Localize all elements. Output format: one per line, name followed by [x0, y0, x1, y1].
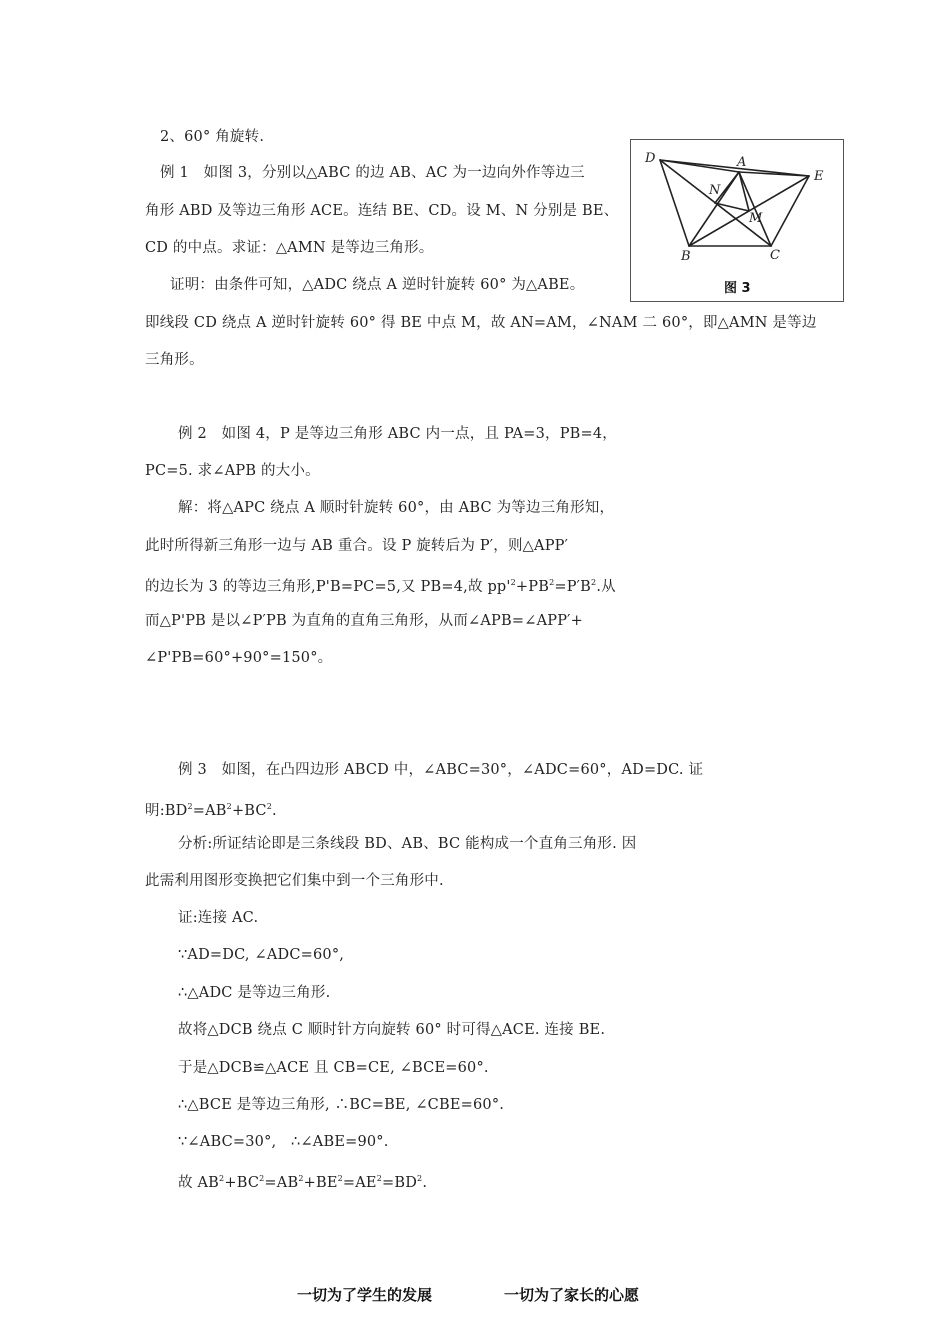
figure-3-diagram — [631, 140, 845, 303]
superscript: 2 — [219, 1174, 225, 1183]
section-heading: 2、60° 角旋转. — [160, 129, 265, 145]
text-run: +BC — [224, 1175, 260, 1191]
example3-step4: 故将△DCB 绕点 C 顺时针方向旋转 60° 时可得△ACE. 连接 BE. — [178, 1022, 606, 1038]
superscript: 2 — [259, 1174, 265, 1183]
footer-left: 一切为了学生的发展 — [297, 1286, 433, 1304]
label-D: D — [645, 151, 656, 166]
text-run: 的边长为 3 的等边三角形,P'B=PC=5,又 PB=4,故 pp' — [145, 579, 511, 595]
superscript: 2 — [266, 802, 273, 811]
text-run: +BC — [231, 803, 267, 819]
example2-solution-line4: 而△P'PB 是以∠P′PB 为直角的直角三角形，从而∠APB=∠APP′+ — [145, 613, 583, 629]
example1-proof-line3: 三角形。 — [145, 352, 204, 368]
label-B: B — [681, 249, 691, 264]
example3-step3: ∴△ADC 是等边三角形. — [178, 985, 331, 1001]
segment-DE — [660, 160, 809, 176]
example1-proof-line1: 证明：由条件可知，△ADC 绕点 A 逆时针旋转 60° 为△ABE。 — [170, 277, 585, 293]
example1-line3: CD 的中点。求证：△AMN 是等边三角形。 — [145, 240, 434, 256]
example1-proof-line2: 即线段 CD 绕点 A 逆时针旋转 60° 得 BE 中点 M，故 AN=AM，∠NAM 二 60°，即△AMN 是等边 — [145, 315, 817, 331]
superscript: 2 — [298, 1174, 304, 1183]
superscript: 2 — [417, 1174, 423, 1183]
text-run: 明:BD — [145, 803, 188, 819]
example3-line2 — [145, 797, 277, 821]
text-run: +PB — [515, 579, 550, 595]
example2-line1: 例 2 如图 4，P 是等边三角形 ABC 内一点，且 PA=3，PB=4， — [178, 426, 618, 442]
example3-step6: ∴△BCE 是等边三角形, ∴BC=BE, ∠CBE=60°. — [178, 1097, 505, 1113]
label-M: M — [749, 211, 763, 226]
example2-solution-line3 — [145, 573, 616, 597]
text-run: .从 — [596, 579, 616, 595]
example1-line2: 角形 ABD 及等边三角形 ACE。连结 BE、CD。设 M、N 分别是 BE、 — [145, 203, 619, 219]
text-run: +BE — [303, 1175, 338, 1191]
text-run: =BD — [382, 1175, 418, 1191]
superscript: 2 — [187, 802, 193, 811]
superscript: 2 — [226, 802, 232, 811]
example3-step2: ∵AD=DC, ∠ADC=60°, — [178, 947, 345, 963]
example3-step5: 于是△DCB≌△ACE 且 CB=CE, ∠BCE=60°. — [178, 1060, 489, 1076]
superscript: 2 — [591, 578, 597, 587]
text-run: =AE — [342, 1175, 377, 1191]
example3-analysis-line1: 分析:所证结论即是三条线段 BD、AB、BC 能构成一个直角三角形. 因 — [178, 836, 637, 852]
text-run: 故 AB — [178, 1175, 220, 1191]
example3-analysis-line2: 此需利用图形变换把它们集中到一个三角形中. — [145, 873, 444, 889]
label-E: E — [814, 169, 824, 184]
example2-solution-line1: 解：将△APC 绕点 A 顺时针旋转 60°，由 ABC 为等边三角形知， — [178, 500, 615, 516]
figure-3-caption: 图 3 — [724, 281, 751, 296]
example1-line1: 例 1 如图 3，分别以△ABC 的边 AB、AC 为一边向外作等边三 — [160, 165, 585, 181]
segment-DB — [660, 160, 689, 246]
example3-line1: 例 3 如图，在凸四边形 ABCD 中，∠ABC=30°，∠ADC=60°，AD=DC. 证 — [178, 762, 704, 778]
superscript: 2 — [337, 1174, 343, 1183]
label-C: C — [770, 248, 780, 263]
text-run: . — [272, 803, 277, 819]
figure-3 — [630, 139, 844, 302]
label-A: A — [737, 155, 747, 170]
example2-solution-line2: 此时所得新三角形一边与 AB 重合。设 P 旋转后为 P′，则△APP′ — [145, 538, 569, 554]
superscript: 2 — [549, 578, 555, 587]
example3-step1: 证:连接 AC. — [178, 910, 259, 926]
example3-step8 — [178, 1169, 427, 1193]
label-N: N — [709, 183, 721, 198]
example2-solution-line5: ∠P'PB=60°+90°=150°。 — [145, 650, 333, 666]
footer-right: 一切为了家长的心愿 — [504, 1286, 640, 1304]
text-run: =AB — [192, 803, 227, 819]
text-run: =AB — [264, 1175, 299, 1191]
example3-step7: ∵∠ABC=30°, ∴∠ABE=90°. — [178, 1134, 389, 1150]
superscript: 2 — [510, 578, 516, 587]
text-run: =P′B — [554, 579, 592, 595]
superscript: 2 — [376, 1174, 383, 1183]
example2-line2: PC=5. 求∠APB 的大小。 — [145, 463, 320, 479]
text-run: . — [422, 1175, 428, 1191]
